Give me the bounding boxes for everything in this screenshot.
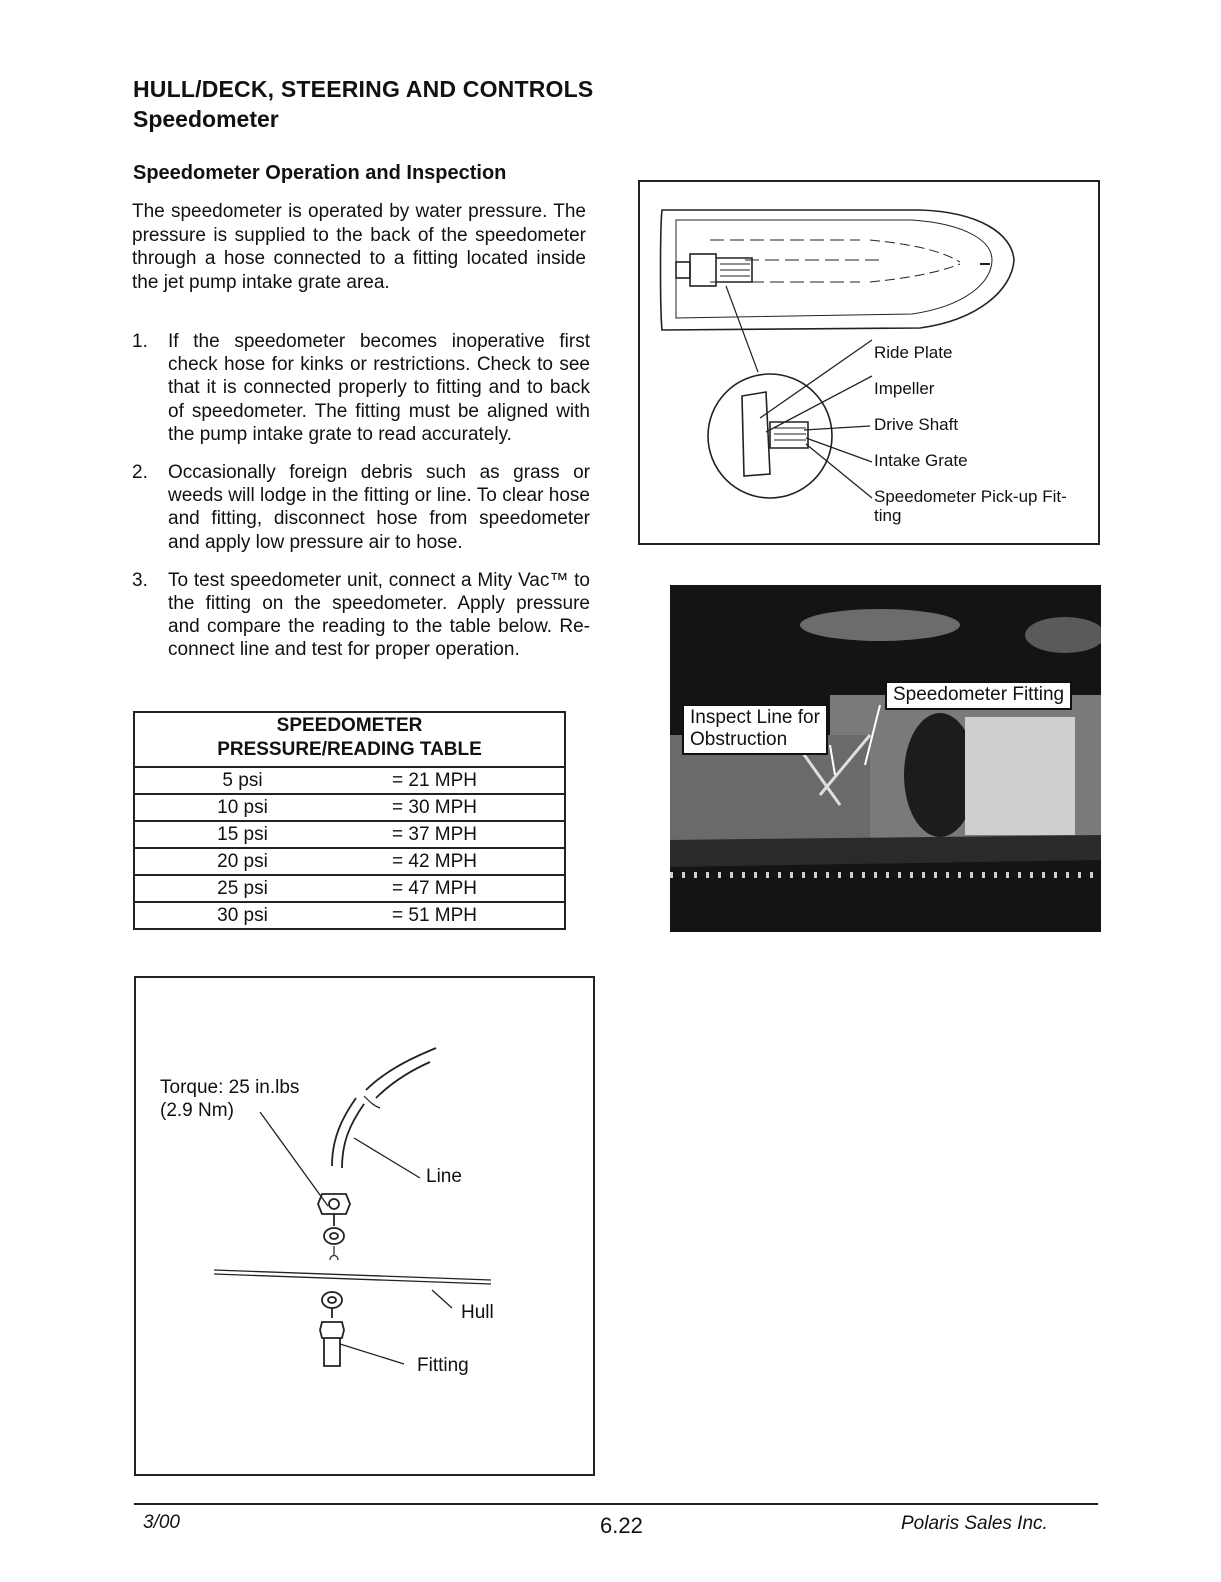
footer-date: 3/00 bbox=[143, 1512, 180, 1533]
table-row bbox=[134, 767, 565, 794]
callout-inspect-line1: Inspect Line for bbox=[690, 707, 820, 728]
intro-paragraph: The speedometer is operated by water pressure. The pressure is supplied to the back of the speedometer through a hose connected to a fitting located inside the jet pump intake grate area. bbox=[132, 201, 586, 293]
speedometer-fitting-photo bbox=[670, 585, 1101, 932]
table-title-line2: PRESSURE/READING TABLE bbox=[217, 739, 482, 760]
table-row bbox=[134, 821, 565, 848]
table-row bbox=[134, 794, 565, 821]
step-number: 1. bbox=[132, 331, 148, 352]
table-row bbox=[134, 875, 565, 902]
step-number: 3. bbox=[132, 569, 148, 591]
inspection-steps bbox=[132, 330, 590, 677]
pressure-cell: 30 psi bbox=[134, 902, 350, 929]
pressure-cell: 20 psi bbox=[134, 848, 350, 875]
step-text: If the speedometer becomes inoperative first check hose for kinks or restrictions. Check to see that it is connected properly to fitting and to back of speedometer. The fitting must be aligned with the pump intake grate to read accurately. bbox=[168, 331, 590, 445]
reading-cell: = 37 MPH bbox=[350, 821, 565, 848]
callout-inspect-line2: Obstruction bbox=[690, 729, 788, 750]
step-1 bbox=[132, 330, 590, 446]
footer-company: Polaris Sales Inc. bbox=[901, 1513, 1048, 1534]
step-number: 2. bbox=[132, 462, 148, 484]
label-pickup-fitting: Speedometer Pick-up Fit- bbox=[874, 487, 1067, 506]
label-impeller: Impeller bbox=[874, 379, 935, 398]
fitting-label: Fitting bbox=[417, 1355, 469, 1376]
pressure-reading-table bbox=[133, 711, 566, 930]
fitting-assembly-illustration bbox=[136, 978, 593, 1474]
callout-inspect-line bbox=[682, 704, 828, 755]
hull-label: Hull bbox=[461, 1302, 494, 1323]
label-intake-grate: Intake Grate bbox=[874, 451, 968, 470]
table-row bbox=[134, 902, 565, 929]
reading-cell: = 30 MPH bbox=[350, 794, 565, 821]
page-number: 6.22 bbox=[600, 1513, 643, 1538]
pressure-cell: 10 psi bbox=[134, 794, 350, 821]
step-text: Occasionally foreign debris such as grass or weeds will lodge in the fitting or line. To clear hose and fitting, disconnect hose from speedometer and apply low pressure air to hose. bbox=[168, 462, 590, 553]
torque-label-line2: (2.9 Nm) bbox=[160, 1100, 234, 1121]
pressure-cell: 15 psi bbox=[134, 821, 350, 848]
table-row bbox=[134, 848, 565, 875]
section-title: HULL/DECK, STEERING AND CONTROLS bbox=[133, 76, 594, 102]
label-drive-shaft: Drive Shaft bbox=[874, 415, 959, 434]
subsection-title: Speedometer bbox=[133, 106, 279, 132]
operation-heading: Speedometer Operation and Inspection bbox=[133, 162, 507, 184]
footer-divider bbox=[134, 1503, 1098, 1505]
callout-speedometer-fitting: Speedometer Fitting bbox=[885, 681, 1072, 710]
pump-diagram-figure bbox=[638, 180, 1100, 545]
step-3 bbox=[132, 569, 590, 662]
table-title-line1: SPEEDOMETER bbox=[276, 715, 423, 736]
table-header-row bbox=[134, 712, 565, 767]
line-label: Line bbox=[426, 1166, 462, 1187]
reading-cell: = 51 MPH bbox=[350, 902, 565, 929]
reading-cell: = 42 MPH bbox=[350, 848, 565, 875]
step-text: To test speedometer unit, connect a Mity Vac™ to the fitting on the speedometer. Apply pressure and compare the reading to the table below. Re-connect line and test for proper operation. bbox=[168, 569, 590, 661]
table-title bbox=[134, 712, 565, 767]
label-pickup-fitting-cont: ting bbox=[874, 506, 902, 525]
label-ride-plate: Ride Plate bbox=[874, 343, 953, 362]
pressure-cell: 25 psi bbox=[134, 875, 350, 902]
photo-illustration bbox=[670, 585, 1101, 932]
reading-cell: = 21 MPH bbox=[350, 767, 565, 794]
reading-cell: = 47 MPH bbox=[350, 875, 565, 902]
torque-label-line1: Torque: 25 in.lbs bbox=[160, 1077, 300, 1098]
fitting-assembly-figure bbox=[134, 976, 595, 1476]
pressure-cell: 5 psi bbox=[134, 767, 350, 794]
step-2 bbox=[132, 461, 590, 554]
